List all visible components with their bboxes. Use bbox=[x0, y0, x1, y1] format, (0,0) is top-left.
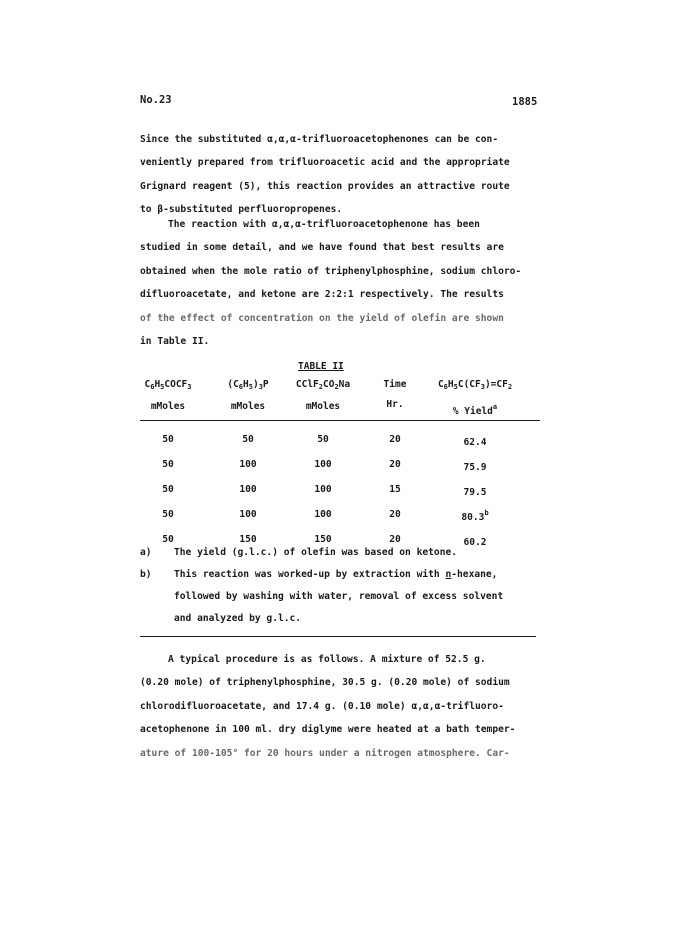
table-cell-time: 20 bbox=[389, 509, 401, 520]
table-cell-salt: 100 bbox=[314, 484, 332, 495]
table-cell-yield: 60.2 bbox=[463, 537, 487, 548]
table-cell-time: 15 bbox=[389, 484, 401, 495]
column-header-time: Time Hr. bbox=[383, 379, 407, 410]
column-header-ketone: $C_6H_5COCF_3$ mMoles bbox=[144, 379, 192, 412]
paragraph-2 bbox=[140, 213, 550, 353]
text-line: Since the substituted α,α,α-trifluoroacetophenones can be con- bbox=[140, 134, 499, 145]
text-line: (0.20 mole) of triphenylphosphine, 30.5 g. (0.20 mole) of sodium bbox=[140, 677, 510, 689]
column-header-phosphine: $(C_6H_5)_3P$ mMoles bbox=[227, 379, 269, 412]
text-line: veniently prepared from trifluoroacetic acid and the appropriate bbox=[140, 157, 510, 169]
column-header-yield: $C_6H_5C(CF_3)=CF_2$ % Yield$^a$ bbox=[437, 379, 513, 417]
text-line: of the effect of concentration on the yield of olefin are shown bbox=[140, 312, 504, 324]
table-cell-time: 20 bbox=[389, 434, 401, 445]
footnote-a: a) The yield (g.l.c.) of olefin was based on ketone. bbox=[140, 547, 458, 558]
text-line: ature of 100-105° for 20 hours under a nitrogen atmosphere. Car- bbox=[140, 747, 510, 759]
table-cell-phosphine: 100 bbox=[239, 509, 257, 520]
footnote-b-line: followed by washing with water, removal of excess solvent bbox=[174, 591, 504, 602]
text-line: Grignard reagent (5), this reaction provides an attractive route bbox=[140, 180, 510, 192]
table-cell-ketone: 50 bbox=[162, 534, 174, 545]
text-line: to β-substituted perfluoropropenes. bbox=[140, 204, 343, 216]
table-title: TABLE II bbox=[298, 361, 344, 372]
table-cell-salt: 100 bbox=[314, 459, 332, 470]
footnote-b-line: and analyzed by g.l.c. bbox=[174, 613, 302, 624]
table-cell-yield: 75.9 bbox=[463, 462, 487, 473]
table-cell-yield: 80.3$^b$ bbox=[461, 509, 489, 523]
footnote-marker: b bbox=[484, 509, 489, 517]
text-line: obtained when the mole ratio of triphenylphosphine, sodium chloro- bbox=[140, 265, 522, 277]
text-line: studied in some detail, and we have found that best results are bbox=[140, 242, 504, 254]
text-line: The reaction with α,α,α-trifluoroacetophenone has been bbox=[168, 219, 480, 230]
table-cell-ketone: 50 bbox=[162, 434, 174, 445]
table-cell-salt: 50 bbox=[317, 434, 329, 445]
text-line: in Table II. bbox=[140, 336, 210, 348]
text-line: difluoroacetate, and ketone are 2:2:1 respectively. The results bbox=[140, 289, 504, 301]
table-header-rule bbox=[140, 420, 540, 421]
table-cell-yield: 62.4 bbox=[463, 437, 487, 448]
table-cell-phosphine: 50 bbox=[242, 434, 254, 445]
table-cell-phosphine: 100 bbox=[239, 459, 257, 470]
column-header-salt: $CClF_2CO_2Na$ mMoles bbox=[295, 379, 351, 412]
table-cell-salt: 100 bbox=[314, 509, 332, 520]
footnote-b: b) This reaction was worked-up by extraction with n-hexane, bbox=[140, 569, 498, 580]
table-cell-salt: 150 bbox=[314, 534, 332, 545]
table-bottom-rule bbox=[140, 636, 536, 637]
table-cell-phosphine: 150 bbox=[239, 534, 257, 545]
table-cell-time: 20 bbox=[389, 534, 401, 545]
table-cell-time: 20 bbox=[389, 459, 401, 470]
paragraph-1 bbox=[140, 128, 550, 222]
text-line: acetophenone in 100 ml. dry diglyme were heated at a bath temper- bbox=[140, 724, 516, 736]
table-footnotes bbox=[140, 542, 550, 630]
table-cell-ketone: 50 bbox=[162, 459, 174, 470]
table-cell-ketone: 50 bbox=[162, 509, 174, 520]
paragraph-3 bbox=[140, 648, 550, 765]
table-cell-yield: 79.5 bbox=[463, 487, 487, 498]
table-cell-ketone: 50 bbox=[162, 484, 174, 495]
text-line: chlorodifluoroacetate, and 17.4 g. (0.10 mole) α,α,α-trifluoro- bbox=[140, 700, 504, 712]
text-line: A typical procedure is as follows. A mixture of 52.5 g. bbox=[168, 654, 486, 665]
issue-number: No.23 bbox=[140, 94, 172, 106]
table-cell-phosphine: 100 bbox=[239, 484, 257, 495]
page-number: 1885 bbox=[512, 96, 538, 108]
